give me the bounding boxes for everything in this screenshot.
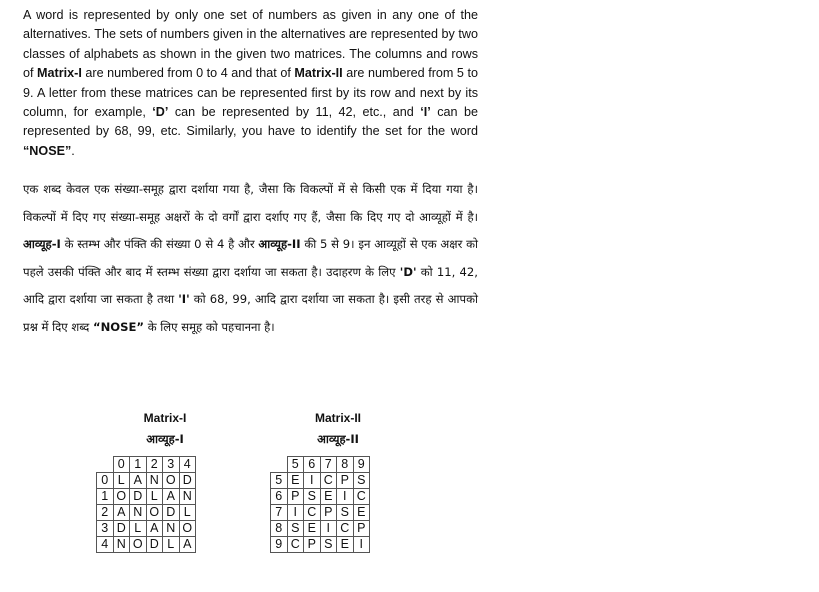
matrix-column-header: 9	[353, 457, 370, 473]
english-question-text	[23, 6, 478, 161]
matrix-row-header: 0	[97, 473, 114, 489]
matrix-cell: I	[320, 521, 337, 537]
hindi-matrix-2-name: आव्यूह-II	[258, 237, 301, 252]
matrix-row-header: 6	[271, 489, 288, 505]
matrix-cell: I	[337, 489, 354, 505]
matrix-cell: O	[113, 489, 130, 505]
english-text-part: are numbered from 0 to 4 and that of	[81, 66, 295, 81]
matrix-row	[271, 489, 370, 505]
matrix-cell: I	[304, 473, 321, 489]
matrix-cell: A	[146, 521, 163, 537]
hindi-text-part: के लिए समूह को पहचानना है।	[144, 319, 275, 334]
hindi-matrix-1-name: आव्यूह-I	[23, 237, 61, 252]
matrix-row	[97, 489, 196, 505]
matrix-row	[97, 505, 196, 521]
hindi-question-text	[23, 176, 478, 342]
example-letter-d: ‘D’	[152, 105, 169, 120]
matrix-row	[271, 473, 370, 489]
hindi-text-part: को 11, 42, आदि द्वारा दर्शाया जा सकता है तथा	[23, 264, 478, 307]
matrix-cell: P	[337, 473, 354, 489]
matrix-cell: O	[130, 537, 147, 553]
matrix-2-title-hindi: आव्यूह-II	[317, 432, 359, 446]
matrix-cell: S	[304, 489, 321, 505]
matrix-cell: E	[287, 473, 304, 489]
matrix-cell: A	[163, 489, 180, 505]
matrix-cell: A	[113, 505, 130, 521]
matrix-cell: E	[320, 489, 337, 505]
matrix-column-header: 2	[146, 457, 163, 473]
example-letter-i: ‘I’	[420, 105, 431, 120]
matrix-cell: O	[163, 473, 180, 489]
matrix-column-header: 4	[179, 457, 196, 473]
matrix-row-header: 2	[97, 505, 114, 521]
matrix-cell: S	[337, 505, 354, 521]
matrix-column-header: 0	[113, 457, 130, 473]
matrix-cell: N	[130, 505, 147, 521]
matrix-column-header: 3	[163, 457, 180, 473]
matrix-column-header: 7	[320, 457, 337, 473]
matrix-row-header: 4	[97, 537, 114, 553]
matrix-row-header: 7	[271, 505, 288, 521]
matrix-cell: L	[146, 489, 163, 505]
matrix-cell: D	[113, 521, 130, 537]
hindi-text-part: को 68, 99, आदि द्वारा दर्शाया जा सकता है। इसी तरह से आपको प्रश्न में दिए शब्द	[23, 292, 478, 334]
matrix-cell: P	[287, 489, 304, 505]
target-word: “NOSE”	[23, 143, 72, 158]
matrix-row-header: 9	[271, 537, 288, 553]
matrix-cell: P	[304, 537, 321, 553]
matrix-cell: A	[179, 537, 196, 553]
matrix-1-table	[96, 456, 196, 553]
matrix-cell: S	[353, 473, 370, 489]
matrix-row-header: 1	[97, 489, 114, 505]
matrix-cell: E	[304, 521, 321, 537]
matrix-cell: E	[337, 537, 354, 553]
matrix-cell: N	[179, 489, 196, 505]
matrix-1-title: Matrix-I	[143, 411, 187, 425]
matrix-cell: C	[353, 489, 370, 505]
matrix-row	[97, 473, 196, 489]
matrix-cell: C	[287, 537, 304, 553]
hindi-text-part: के स्तम्भ और पंक्ति की संख्या 0 से 4 है और	[60, 237, 259, 252]
matrix-column-header: 1	[130, 457, 147, 473]
matrix-cell: O	[146, 505, 163, 521]
matrix-cell: L	[163, 537, 180, 553]
matrix-cell: I	[353, 537, 370, 553]
matrix-2-title: Matrix-II	[314, 411, 361, 425]
english-text-part: can be represented by 68, 99, etc. Similarly, you have to identify the set for the word	[23, 105, 478, 139]
matrix-column-header: 8	[337, 457, 354, 473]
matrix-1-name: Matrix-I	[37, 66, 82, 81]
matrix-cell: N	[146, 473, 163, 489]
matrix-corner-cell	[97, 457, 114, 473]
matrix-cell: L	[179, 505, 196, 521]
matrix-1-title-hindi: आव्यूह-I	[146, 432, 184, 446]
matrix-column-header: 5	[287, 457, 304, 473]
matrix-cell: L	[130, 521, 147, 537]
matrix-cell: C	[320, 473, 337, 489]
matrix-column-header: 6	[304, 457, 321, 473]
matrix-cell: S	[287, 521, 304, 537]
matrix-cell: D	[146, 537, 163, 553]
matrix-cell: D	[179, 473, 196, 489]
matrix-row	[97, 537, 196, 553]
matrix-row	[271, 505, 370, 521]
matrix-cell: O	[179, 521, 196, 537]
hindi-example-letter-i: 'I'	[178, 292, 190, 307]
english-text-part: can be represented by 11, 42, etc., and	[168, 105, 421, 120]
matrix-cell: C	[304, 505, 321, 521]
matrix-row	[271, 537, 370, 553]
hindi-example-letter-d: 'D'	[399, 264, 417, 279]
matrix-cell: D	[130, 489, 147, 505]
matrix-cell: S	[320, 537, 337, 553]
matrix-cell: N	[163, 521, 180, 537]
matrix-header-row	[271, 457, 370, 473]
matrix-cell: N	[113, 537, 130, 553]
matrix-row-header: 3	[97, 521, 114, 537]
matrix-2-name: Matrix-II	[294, 66, 343, 81]
matrix-cell: D	[163, 505, 180, 521]
matrix-cell: E	[353, 505, 370, 521]
matrix-cell: P	[320, 505, 337, 521]
matrix-corner-cell	[271, 457, 288, 473]
hindi-target-word: “NOSE”	[92, 319, 145, 334]
hindi-text-part: की 5 से 9। इन आव्यूहों से एक अक्षर को पहले उसकी पंक्ति और बाद में स्तम्भ संख्या द्वारा दर्शाया जा सकता है। उदाहरण के लिए	[23, 237, 478, 279]
matrix-cell: L	[113, 473, 130, 489]
matrix-header-row	[97, 457, 196, 473]
english-text-part: A word is represented by only one set of numbers as given in any one of the alternatives. The sets of numbers given in the alternatives are represented by two classes of alphabets as shown in the given two matrices. The columns and rows of	[23, 8, 478, 81]
matrix-2-table	[270, 456, 370, 553]
english-text-part: are numbered from 5 to 9. A letter from these matrices can be represented first by its row and next by its column, for example,	[23, 66, 478, 120]
matrix-cell: A	[130, 473, 147, 489]
matrix-row	[271, 521, 370, 537]
matrix-cell: C	[337, 521, 354, 537]
hindi-text-part: एक शब्द केवल एक संख्या-समूह द्वारा दर्शाया गया है, जैसा कि विकल्पों में से किसी एक में दिया गया है। विकल्पों में दिए गए संख्या-समूह अक्षरों के दो वर्गों द्वारा दर्शाए गए हैं, जैसा कि दिए गए दो आव्यूहों में है।	[23, 182, 478, 224]
english-text-part: .	[71, 143, 75, 158]
matrix-cell: P	[353, 521, 370, 537]
matrix-row	[97, 521, 196, 537]
matrix-row-header: 8	[271, 521, 288, 537]
matrix-cell: I	[287, 505, 304, 521]
matrix-row-header: 5	[271, 473, 288, 489]
